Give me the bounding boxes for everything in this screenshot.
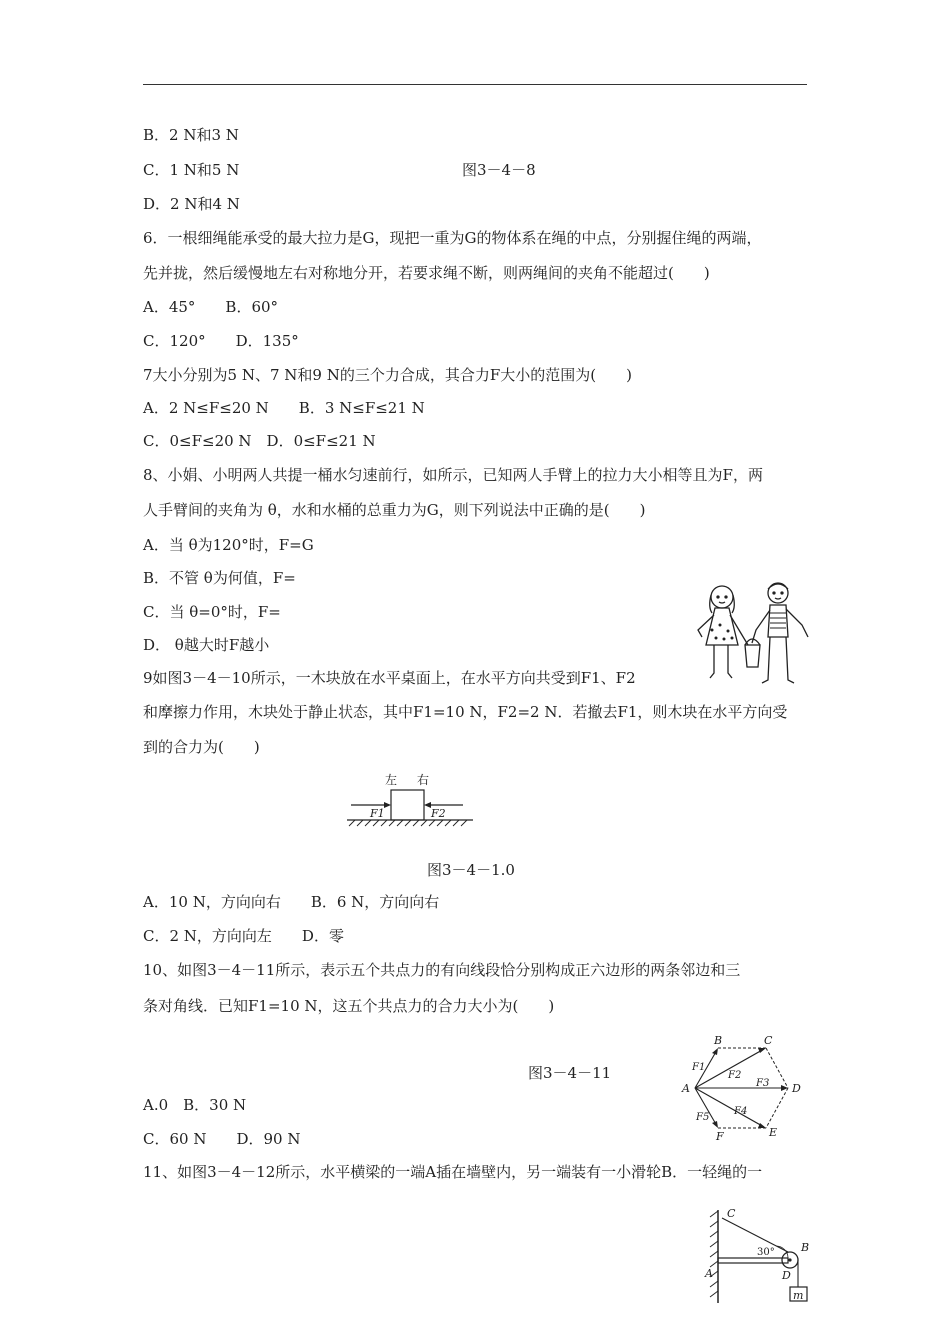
vertex-e-label: E [769, 1126, 778, 1139]
point-a-label: A [705, 1267, 713, 1280]
mass-m-label: m [793, 1289, 804, 1302]
q11-stem-line1: 11、如图3－4－12所示，水平横梁的一端A插在墙壁内，另一端装有一小滑轮B．一轻绳的一 [143, 1163, 763, 1181]
f3-label: F3 [756, 1078, 770, 1089]
fig-right-label: 右 [417, 773, 430, 787]
q10-options-cd: C．60 N D．90 N [143, 1130, 301, 1148]
f2-label: F2 [431, 807, 446, 820]
q6-stem-line2: 先并拢，然后缓慢地左右对称地分开，若要求绳不断，则两绳间的夹角不能超过( ) [143, 264, 710, 282]
q6-stem-line1: 6．一根细绳能承受的最大拉力是G，现把一重为G的物体系在绳的中点，分别握住绳的两端， [143, 229, 762, 247]
f2-label: F2 [728, 1070, 742, 1081]
vertex-c-label: C [764, 1034, 773, 1047]
q6-options-cd: C．120° D．135° [143, 332, 299, 350]
point-c-label: C [727, 1207, 736, 1220]
q8-stem-line2: 人手臂间的夹角为 θ，水和水桶的总重力为G，则下列说法中正确的是( ) [143, 501, 646, 519]
vertex-b-label: B [714, 1034, 723, 1047]
vertex-d-label: D [792, 1082, 801, 1095]
wood-block [391, 790, 424, 820]
fig-3-4-8-caption: 图3－4－8 [462, 161, 536, 179]
point-b-label: B [801, 1241, 810, 1254]
q5-option-d: D．2 N和4 N [143, 195, 240, 213]
q9-options-cd: C．2 N，方向向左 D．零 [143, 927, 344, 945]
force-f2 [695, 1049, 764, 1088]
fig-3-4-11-caption: 图3－4－11 [528, 1064, 612, 1082]
q9-stem-line2: 和摩擦力作用，木块处于静止状态，其中F1=10 N，F2=2 N．若撤去F1，则木块在水平方向受 [143, 703, 788, 721]
q10-stem-line2: 条对角线．已知F1=10 N，这五个共点力的合力大小为( ) [143, 997, 555, 1015]
angle-30-label: 30° [757, 1247, 775, 1258]
q7-options-ab: A．2 N≤F≤20 N B．3 N≤F≤21 N [143, 399, 425, 417]
point-d-label: D [782, 1269, 791, 1282]
q5-option-c: C．1 N和5 N [143, 161, 240, 179]
q6-options-ab: A．45° B．60° [143, 298, 279, 316]
pulley-axle [788, 1258, 791, 1261]
q9-options-ab: A．10 N，方向向右 B．6 N，方向向右 [143, 893, 440, 911]
fig-3-4-10-caption: 图3－4－1.0 [427, 861, 515, 879]
q9-block-figure [345, 770, 475, 828]
q8-option-d: D． θ越大时F越小 [143, 636, 270, 654]
rope-upper [722, 1218, 788, 1252]
q8-stem-line1: 8、小娟、小明两人共提一桶水匀速前行，如所示，已知两人手臂上的拉力大小相等且为F，两 [143, 466, 763, 484]
q11-pulley-figure [700, 1205, 815, 1305]
q8-option-b: B．不管 θ为何值，F= [143, 569, 296, 587]
f1-label: F1 [692, 1062, 706, 1073]
q10-options-ab: A.0 B．30 N [143, 1096, 247, 1114]
header-rule [143, 84, 807, 85]
q7-stem: 7大小分别为5 N、7 N和9 N的三个力合成，其合力F大小的范围为( ) [143, 366, 632, 384]
q9-stem-line1: 9如图3－4－10所示，一木块放在水平桌面上，在水平方向共受到F1、F2 [143, 669, 636, 687]
fig-left-label: 左 [385, 773, 398, 787]
f1-label: F1 [370, 807, 385, 820]
vertex-a-label: A [682, 1082, 690, 1095]
q7-options-cd: C．0≤F≤20 N D．0≤F≤21 N [143, 432, 376, 450]
f4-label: F4 [734, 1106, 748, 1117]
table-hatching [349, 820, 467, 826]
vertex-f-label: F [716, 1130, 724, 1143]
q5-option-b: B．2 N和3 N [143, 126, 239, 144]
q8-option-c: C．当 θ=0°时，F= [143, 603, 281, 621]
horizontal-beam [718, 1258, 788, 1263]
q8-children-bucket-figure [690, 575, 815, 690]
q10-hexagon-figure [680, 1028, 812, 1146]
angle-arc [776, 1246, 788, 1258]
f5-label: F5 [696, 1112, 710, 1123]
q10-stem-line1: 10、如图3－4－11所示，表示五个共点力的有向线段恰分别构成正六边形的两条邻边和三 [143, 961, 741, 979]
q8-option-a: A．当 θ为120°时，F=G [143, 536, 314, 554]
q9-stem-line3: 到的合力为( ) [143, 738, 260, 756]
wall-hatching [710, 1211, 718, 1297]
